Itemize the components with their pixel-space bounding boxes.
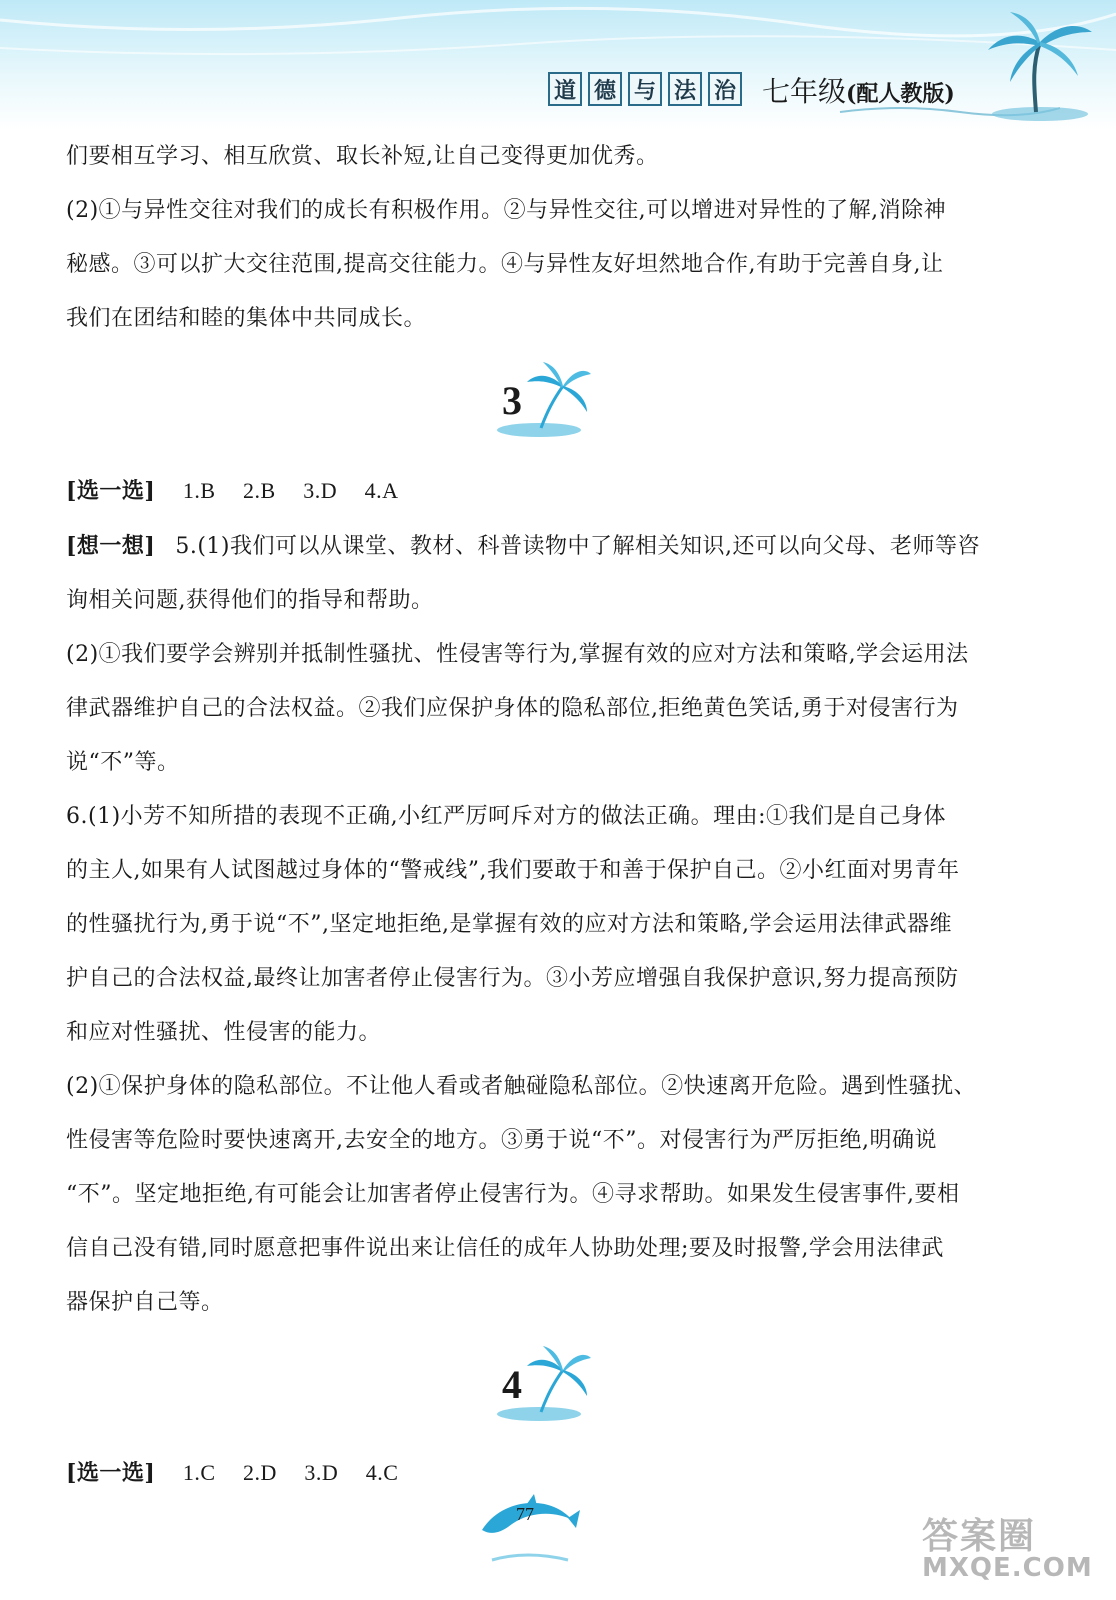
think-text: 5.(1)我们可以从课堂、教材、科普读物中了解相关知识,还可以向父母、老师等咨 xyxy=(175,534,980,559)
paragraph-line: 和应对性骚扰、性侵害的能力。 xyxy=(66,1020,382,1045)
watermark-logo-text: 答案圈 xyxy=(922,1516,1037,1557)
answer-item: 4.C xyxy=(365,1460,399,1485)
paragraph-line: 们要相互学习、相互欣赏、取长补短,让自己变得更加优秀。 xyxy=(66,144,659,169)
paragraph-line: 6.(1)小芳不知所措的表现不正确,小红严厉呵斥对方的做法正确。理由:①我们是自己身体 xyxy=(66,804,947,829)
paragraph-line: 信自己没有错,同时愿意把事件说出来让信任的成年人协助处理;要及时报警,学会用法律武 xyxy=(66,1236,944,1261)
paragraph-line: “不”。坚定地拒绝,有可能会让加害者停止侵害行为。④寻求帮助。如果发生侵害事件,要相 xyxy=(66,1182,960,1207)
section-heading-3 xyxy=(66,350,988,450)
answer-item: 3.D xyxy=(303,478,338,503)
paragraph-line: 询相关问题,获得他们的指导和帮助。 xyxy=(66,588,434,613)
subject-char: 道 xyxy=(548,72,582,106)
paragraph-line: 秘感。③可以扩大交往范围,提高交往能力。④与异性友好坦然地合作,有助于完善自身,让 xyxy=(66,252,944,277)
paragraph-line: 说“不”等。 xyxy=(66,750,180,775)
section-number: 3 xyxy=(502,377,522,423)
watermark xyxy=(922,1508,1102,1588)
paragraph-line: (2)①保护身体的隐私部位。不让他人看或者触碰隐私部位。②快速离开危险。遇到性骚扰、 xyxy=(66,1074,977,1099)
answer-item: 2.D xyxy=(243,1460,277,1485)
paragraph-line: (2)①与异性交往对我们的成长有积极作用。②与异性交往,可以增进对异性的了解,消除神 xyxy=(66,198,947,223)
subject-char: 法 xyxy=(668,72,702,106)
subject-char: 与 xyxy=(628,72,662,106)
answer-item: 1.C xyxy=(182,1460,216,1485)
answer-item: 4.A xyxy=(364,478,399,503)
select-answers-row xyxy=(66,464,988,519)
subject-char: 治 xyxy=(708,72,742,106)
select-tag: [选一选] xyxy=(66,478,156,504)
grade-label xyxy=(762,70,955,110)
section-number: 4 xyxy=(502,1361,522,1407)
watermark-domain: MXQE.COM xyxy=(922,1553,1093,1583)
paragraph-line: 的性骚扰行为,勇于说“不”,坚定地拒绝,是掌握有效的应对方法和策略,学会运用法律武器维 xyxy=(66,912,952,937)
paragraph-line: (2)①我们要学会辨别并抵制性骚扰、性侵害等行为,掌握有效的应对方法和策略,学会运用法 xyxy=(66,642,969,667)
dolphin-icon xyxy=(472,1490,582,1570)
paragraph-line: 律武器维护自己的合法权益。②我们应保护身体的隐私部位,拒绝黄色笑话,勇于对侵害行为 xyxy=(66,696,959,721)
paragraph-line: 性侵害等危险时要快速离开,去安全的地方。③勇于说“不”。对侵害行为严厉拒绝,明确说 xyxy=(66,1128,937,1153)
paragraph-line: 护自己的合法权益,最终让加害者停止侵害行为。③小芳应增强自我保护意识,努力提高预防 xyxy=(66,966,959,991)
answer-content xyxy=(66,130,988,1501)
think-row xyxy=(66,519,988,574)
answer-item: 1.B xyxy=(182,478,216,503)
edition-text: (配人教版) xyxy=(846,81,955,107)
select-tag: [选一选] xyxy=(66,1460,156,1486)
palm-tree-icon xyxy=(978,6,1098,126)
subject-char: 德 xyxy=(588,72,622,106)
header-wave-decoration xyxy=(0,0,1116,130)
page-number: 77 xyxy=(516,1504,534,1524)
answer-item: 2.B xyxy=(243,478,276,503)
grade-text: 七年级 xyxy=(762,75,847,108)
think-tag: [想一想] xyxy=(66,533,156,559)
paragraph-line: 器保护自己等。 xyxy=(66,1290,224,1315)
paragraph-line: 我们在团结和睦的集体中共同成长。 xyxy=(66,306,427,331)
answer-item: 3.D xyxy=(304,1460,339,1485)
paragraph-line: 的主人,如果有人试图越过身体的“警戒线”,我们要敢于和善于保护自己。②小红面对男青年 xyxy=(66,858,960,883)
subject-title xyxy=(548,72,742,106)
section-heading-4 xyxy=(66,1334,988,1434)
